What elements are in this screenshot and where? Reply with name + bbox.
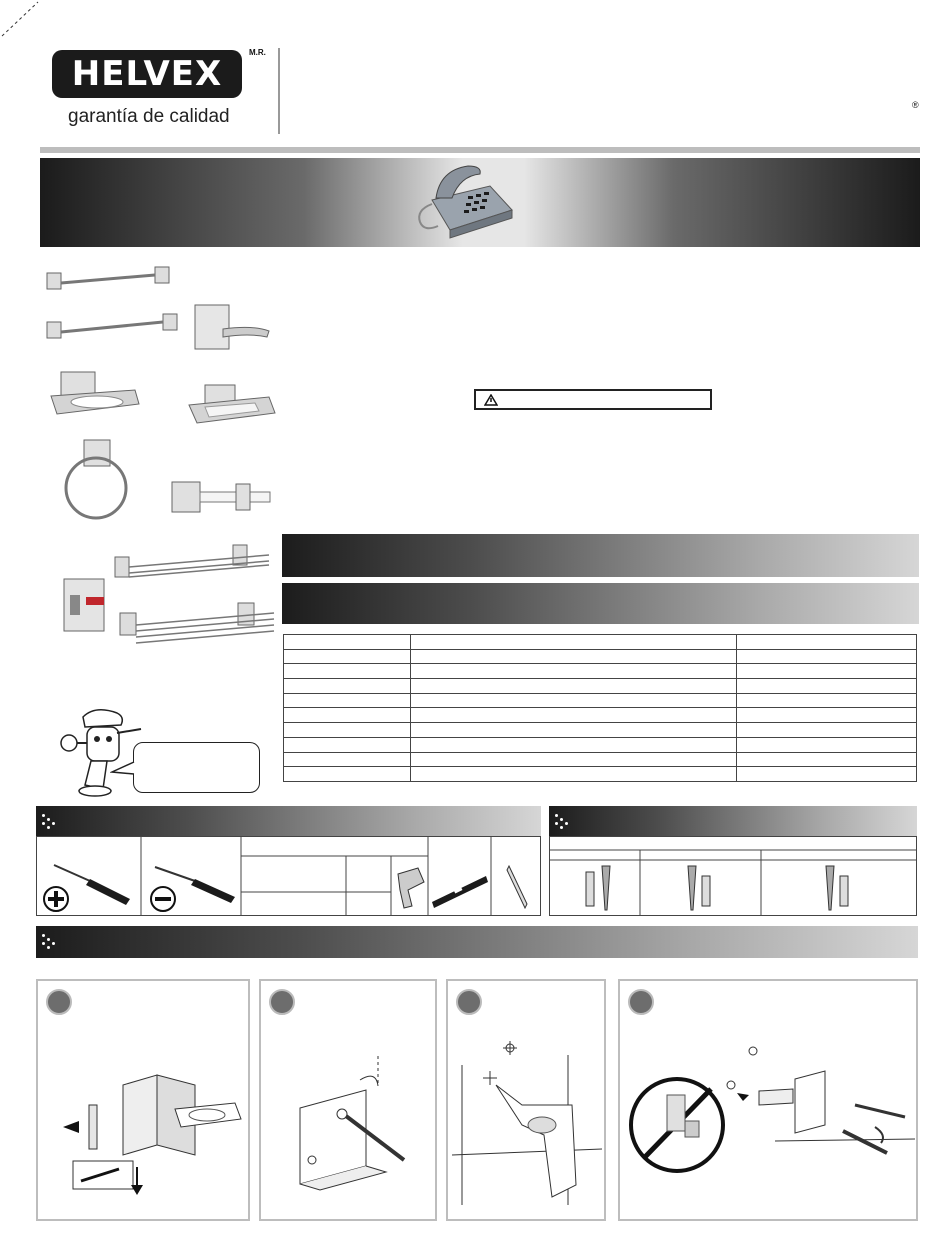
robe-hook (193, 303, 273, 353)
table-row (284, 752, 917, 767)
pencil-icon (503, 862, 533, 912)
brand-logo (52, 48, 272, 138)
paper-holder (170, 478, 275, 518)
accessories-header-bar (549, 806, 917, 837)
table-row (284, 635, 917, 650)
section-bar-1 (282, 534, 919, 577)
table-row (284, 723, 917, 738)
section-bar-2 (282, 583, 919, 624)
step-number-badge (46, 989, 72, 1015)
mascot-icon (55, 703, 145, 798)
shelf-double (118, 601, 278, 646)
flat-screwdriver-icon (145, 845, 245, 915)
tumbler-holder (47, 370, 142, 420)
warning-box (474, 389, 712, 410)
table-row (284, 649, 917, 664)
table-row (284, 679, 917, 694)
dots-icon (42, 812, 56, 832)
drill-icon (394, 862, 430, 912)
towel-bar-short (45, 265, 175, 295)
bubble-tail (110, 760, 140, 780)
step-number-badge (269, 989, 295, 1015)
speech-bubble (133, 742, 260, 793)
fold-mark (0, 0, 40, 40)
soap-dish (185, 383, 280, 428)
towel-ring (60, 438, 135, 523)
table-row (284, 693, 917, 708)
header-divider (278, 48, 280, 134)
dispenser (60, 575, 120, 635)
step4-illustration (625, 1045, 915, 1185)
tools-header-bar (36, 806, 541, 837)
brand-tagline: garantía de calidad (68, 106, 230, 127)
installation-header-bar (36, 926, 918, 958)
dots-icon (42, 932, 56, 952)
phillips-screwdriver-icon (40, 845, 140, 915)
table-row (284, 767, 917, 782)
warning-triangle-icon (484, 394, 498, 406)
anchor-screw-set-1 (580, 862, 620, 912)
table-row (284, 664, 917, 679)
parts-table (283, 634, 917, 782)
shelf-single (113, 543, 273, 583)
step2-illustration (290, 1050, 440, 1200)
telephone-icon (410, 160, 520, 240)
step-number-badge (628, 989, 654, 1015)
registered-mark: ® (912, 100, 919, 110)
table-row (284, 708, 917, 723)
anchor-screw-set-2 (678, 862, 718, 912)
step3-illustration (452, 1035, 602, 1205)
step1-illustration (45, 1065, 245, 1205)
header-rule (40, 147, 920, 153)
anchor-screw-set-3 (818, 862, 858, 912)
level-icon (430, 872, 490, 912)
towel-bar-long (45, 312, 180, 342)
brand-mark: M.R. (249, 48, 266, 57)
dots-icon (555, 812, 569, 832)
table-row (284, 737, 917, 752)
brand-name: HELVEX (71, 54, 223, 94)
step-number-badge (456, 989, 482, 1015)
